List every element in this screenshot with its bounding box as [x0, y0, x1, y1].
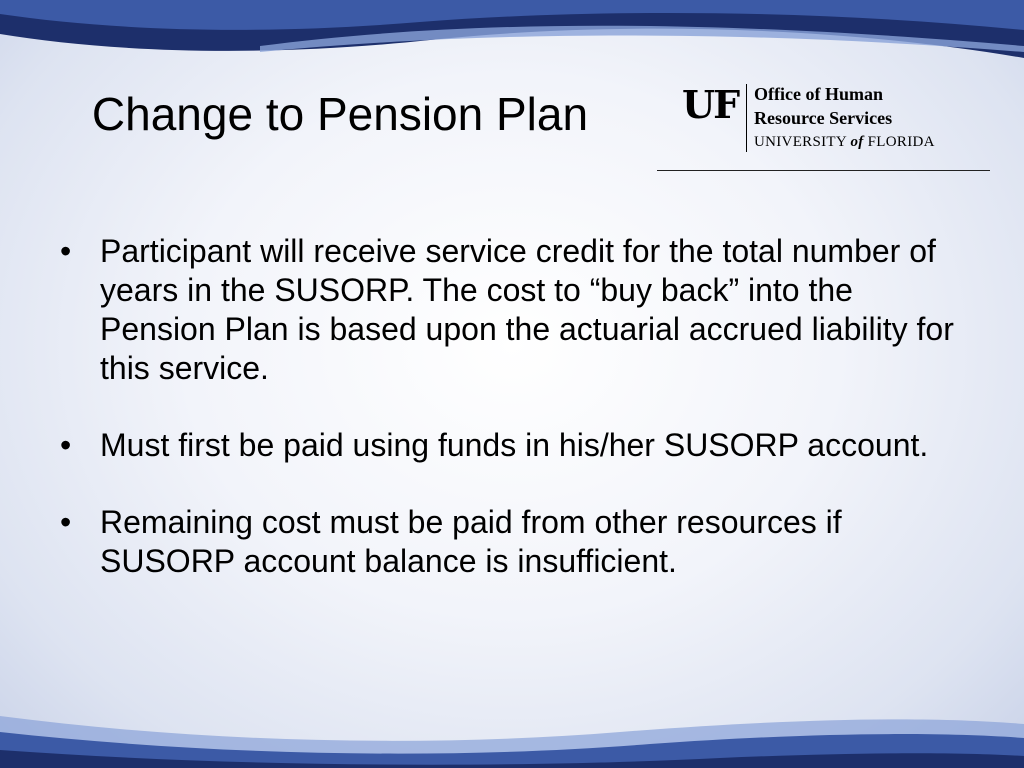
top-wave-decoration	[0, 0, 1024, 80]
logo-of-word: of	[850, 134, 864, 150]
logo-office-line: Office of Human	[754, 84, 883, 104]
bottom-wave-decoration	[0, 698, 1024, 768]
logo-services-line: Resource Services	[754, 108, 893, 128]
logo-university-word: UNIVERSITY	[754, 134, 851, 150]
bullet-marker: •	[60, 504, 72, 540]
bullet-text: Participant will receive service credit for the total number of years in the SUSORP. The cost to “buy back” into the Pension Plan is based upon the actuarial accrued liability for this service.	[100, 233, 954, 386]
bullet-item	[60, 426, 970, 465]
bullet-text: Remaining cost must be paid from other resources if SUSORP account balance is insufficient.	[100, 504, 842, 579]
logo-underline-rule	[657, 170, 990, 171]
bullet-item	[60, 503, 970, 581]
bullet-list	[60, 232, 970, 619]
bullet-item	[60, 232, 970, 388]
slide-title: Change to Pension Plan	[91, 88, 589, 140]
logo-university-line	[754, 135, 935, 150]
logo-florida-word: FLORIDA	[863, 134, 935, 150]
bullet-text: Must first be paid using funds in his/her SUSORP account.	[100, 427, 929, 463]
bullet-marker: •	[60, 233, 72, 269]
uf-logo-mark: UF	[682, 82, 739, 127]
bullet-marker: •	[60, 427, 72, 463]
logo-divider	[746, 84, 747, 152]
uf-hr-logo	[680, 84, 970, 156]
